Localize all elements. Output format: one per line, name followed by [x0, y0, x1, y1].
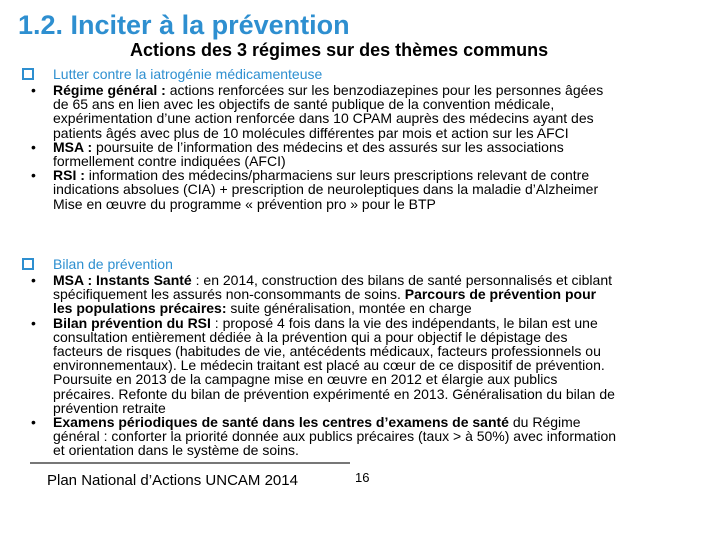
bullet-icon: •: [31, 167, 36, 184]
item-text: expérimentation d’une action renforcée dans 10 CPAM auprès des médecins ayant des: [53, 110, 594, 127]
bullet-icon: •: [31, 314, 36, 331]
page-number: 16: [355, 470, 370, 485]
item-text: patients âgés avec plus de 10 molécules différentes par mois et action sur les AFCI: [53, 124, 569, 141]
section-iatrogenie: [22, 66, 702, 211]
bullet-icon: •: [31, 82, 36, 98]
bullet-icon: •: [31, 272, 36, 288]
square-bullet-icon: [22, 68, 34, 80]
section-bilan-prevention: [22, 256, 702, 458]
item-label: RSI :: [53, 167, 85, 184]
item-label: Régime général :: [53, 82, 166, 98]
item-text: Poursuite en 2013 de la campagne mise en œuvre en 2012 et élargie aux publics: [53, 371, 558, 388]
section-heading: [22, 66, 702, 83]
item-text: du Régime: [508, 414, 581, 431]
item-text: : en 2014, construction des bilans de santé personnalisés et ciblant: [191, 272, 613, 288]
item-text: facteurs de risques (habitudes de vie, antécédents médicaux, facteurs professionnels ou: [53, 343, 601, 360]
item-text: suite généralisation, montée en charge: [226, 300, 472, 317]
item-text: information des médecins/pharmaciens sur leurs prescriptions relevant de contre: [84, 167, 590, 184]
item-text: général : conforter la priorité donnée aux publics précaires (taux > à 50%) avec information: [53, 428, 617, 445]
item-label: MSA : Instants Santé: [53, 272, 192, 288]
item-text: consultation entièrement dédiée à la prévention qui a pour objectif le dépistage des: [53, 328, 568, 345]
item-label: les populations précaires:: [53, 300, 227, 317]
item-text: : proposé 4 fois dans la vie des indépendants, le bilan est une: [210, 314, 598, 331]
footer-text: Plan National d’Actions UNCAM 2014: [47, 472, 298, 489]
section-heading-text: Bilan de prévention: [53, 256, 173, 272]
page-subtitle: Actions des 3 régimes sur des thèmes communs: [130, 40, 549, 60]
list-item-msa: [22, 140, 702, 168]
item-text: précaires. Refonte du bilan de prévention expérimenté en 2013. Généralisation du bilan de: [53, 385, 615, 402]
item-text: et orientation dans le système de soins.: [53, 442, 299, 459]
bullet-icon: •: [31, 138, 36, 155]
bullet-icon: •: [31, 414, 36, 431]
item-text: de 65 ans en lien avec les objectifs de santé publique de la convention médicale,: [53, 96, 555, 113]
item-text: indications absolues (CIA) + prescription de neuroleptiques dans la maladie d’Alzheimer: [53, 181, 599, 198]
square-bullet-icon: [22, 258, 34, 270]
item-text: poursuite de l’information des médecins et des assurés sur les associations: [92, 138, 564, 155]
item-text: Mise en œuvre du programme « prévention pro » pour le BTP: [53, 195, 436, 212]
list-item-examens-periodiques: [22, 415, 702, 458]
section-heading: [22, 256, 702, 273]
item-label: Examens périodiques de santé dans les centres d’examens de santé: [53, 414, 509, 431]
item-text: spécifiquement les assurés non-consommants de soins.: [53, 286, 405, 303]
list-item-bilan-rsi: [22, 316, 702, 415]
list-item-msa-instants-sante: [22, 273, 702, 316]
item-label: Parcours de prévention pour: [404, 286, 597, 303]
list-item-rsi: [22, 168, 702, 211]
footer-divider: [30, 462, 350, 464]
item-label: Bilan prévention du RSI: [53, 314, 211, 331]
item-text: actions renforcées sur les benzodiazepines pour les personnes âgées: [165, 82, 604, 98]
section-heading-text: Lutter contre la iatrogénie médicamenteuse: [53, 66, 323, 82]
list-item-regime-general: [22, 83, 702, 140]
item-label: MSA :: [53, 138, 93, 155]
page-title: 1.2. Inciter à la prévention: [18, 10, 350, 40]
item-text: environnementaux). Le médecin traitant est placé au cœur de ce dispositif de prévention.: [53, 357, 605, 374]
item-text: formellement contre indiquées (AFCI): [53, 153, 286, 170]
item-text: prévention retraite: [53, 399, 166, 416]
